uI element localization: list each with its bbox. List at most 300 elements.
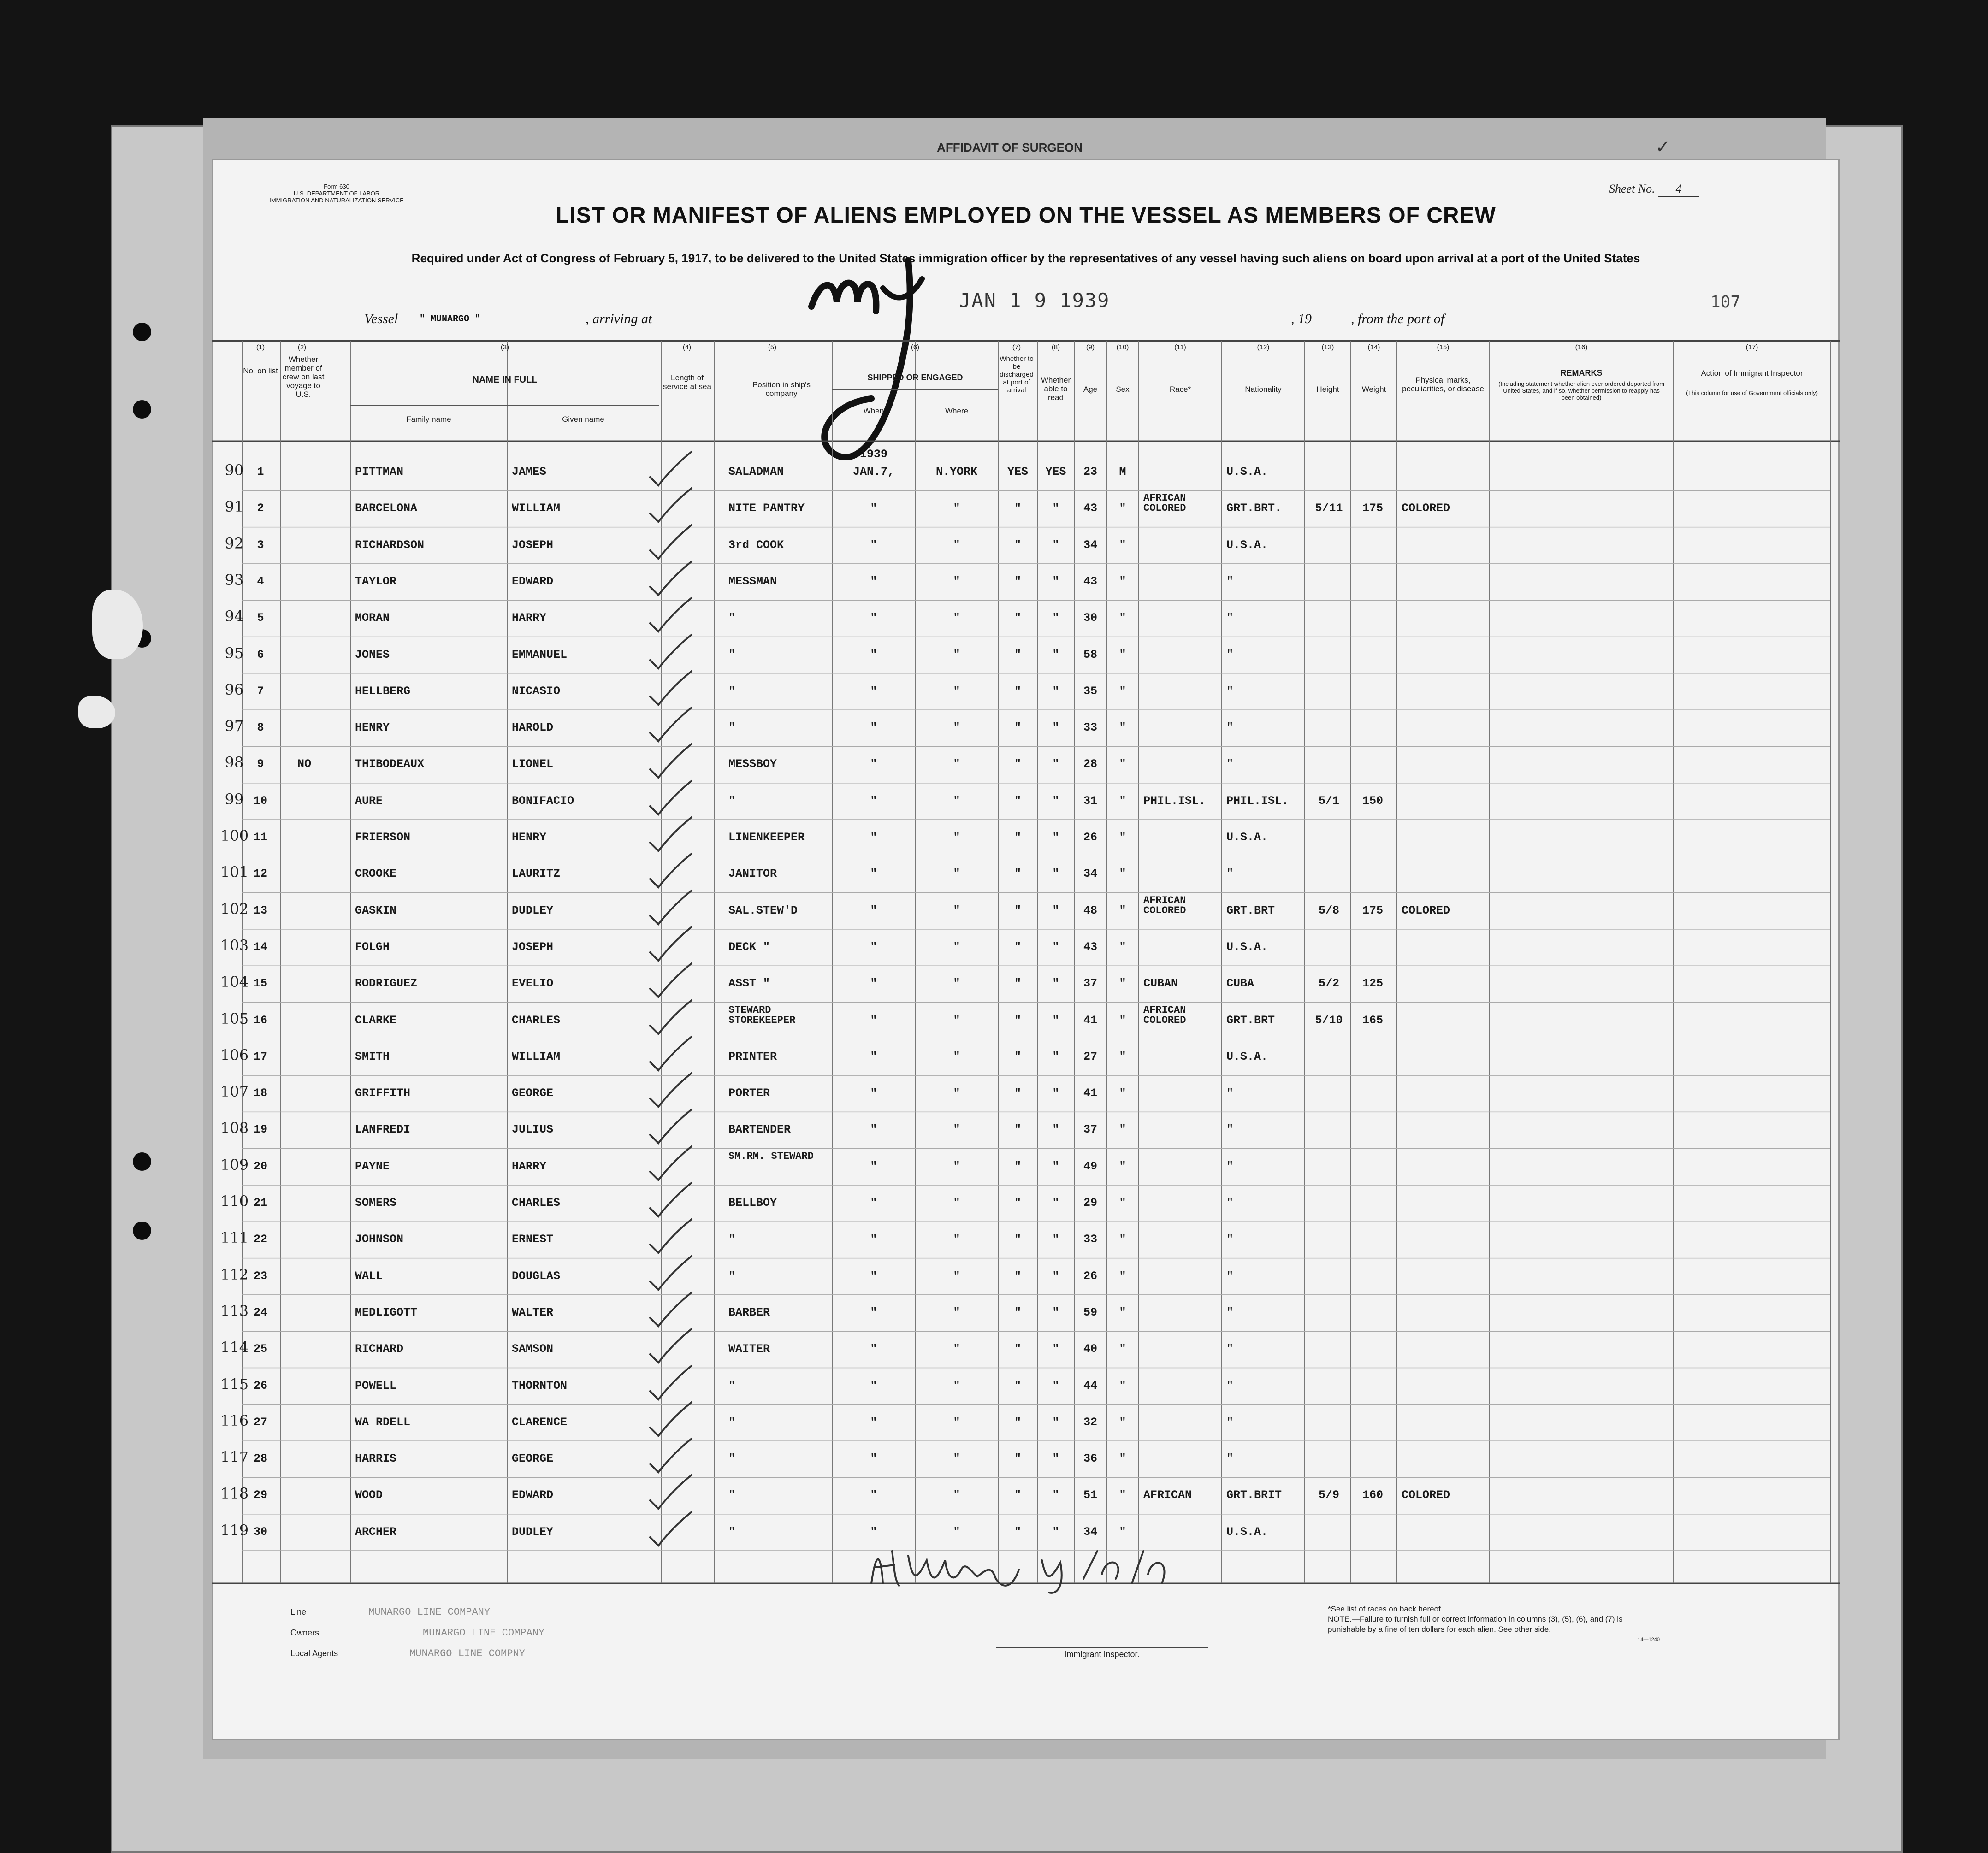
list-number: 11 xyxy=(253,831,267,844)
given-name: CHARLES xyxy=(512,1013,561,1027)
nationality: " xyxy=(1226,684,1234,698)
line-number: 93 xyxy=(225,571,244,589)
discharged: " xyxy=(1014,1196,1021,1210)
binder-hole xyxy=(133,1222,151,1240)
shipped-when: " xyxy=(870,977,877,991)
affidavit-heading: AFFIDAVIT OF SURGEON xyxy=(937,141,1083,154)
given-name: HARRY xyxy=(512,611,547,625)
age: 34 xyxy=(1083,1525,1097,1539)
col-12-number: (12) xyxy=(1257,343,1270,351)
shipped-when: " xyxy=(870,1342,877,1356)
able-to-read: " xyxy=(1052,1013,1059,1027)
line-number: 119 xyxy=(220,1521,249,1539)
shipped-where: " xyxy=(953,831,960,844)
shipped-when: " xyxy=(870,1452,877,1466)
sex: " xyxy=(1119,721,1126,735)
shipped-where: " xyxy=(953,648,960,661)
col-3-header: NAME IN FULL xyxy=(472,375,538,385)
position: WAITER xyxy=(728,1342,770,1356)
family-name: WOOD xyxy=(355,1488,383,1502)
position: " xyxy=(728,684,736,698)
list-number: 6 xyxy=(257,648,264,661)
family-name: GASKIN xyxy=(355,903,397,917)
service-check-mark xyxy=(645,961,696,1003)
discharged: " xyxy=(1014,1159,1021,1173)
position: LINENKEEPER xyxy=(728,831,805,844)
nationality: U.S.A. xyxy=(1226,831,1268,844)
list-number: 23 xyxy=(253,1269,267,1283)
shipped-where: " xyxy=(953,684,960,698)
sex: " xyxy=(1119,1488,1126,1502)
position: DECK " xyxy=(728,940,770,954)
height: 5/1 xyxy=(1318,794,1339,808)
col-16-number: (16) xyxy=(1575,343,1588,351)
list-number: 19 xyxy=(253,1123,267,1137)
nationality: " xyxy=(1226,1415,1234,1429)
discharged: " xyxy=(1014,1233,1021,1246)
age: 23 xyxy=(1083,465,1097,478)
able-to-read: " xyxy=(1052,1415,1059,1429)
able-to-read: " xyxy=(1052,831,1059,844)
col-9-header: Age xyxy=(1083,385,1098,394)
sex: " xyxy=(1119,1233,1126,1246)
line-number: 106 xyxy=(220,1046,249,1064)
shipped-when: " xyxy=(870,1488,877,1502)
position: " xyxy=(728,794,736,808)
vessel-name: " MUNARGO " xyxy=(420,314,481,325)
list-number: 24 xyxy=(253,1305,267,1319)
position: SALADMAN xyxy=(728,465,784,478)
position: " xyxy=(728,611,736,625)
family-name: POWELL xyxy=(355,1379,397,1393)
age: 59 xyxy=(1083,1305,1097,1319)
list-number: 15 xyxy=(253,977,267,991)
given-name: LAURITZ xyxy=(512,867,561,881)
list-number: 18 xyxy=(253,1086,267,1100)
service-check-mark xyxy=(645,486,696,527)
given-name: HARRY xyxy=(512,1159,547,1173)
height: 5/10 xyxy=(1315,1013,1343,1027)
sex: " xyxy=(1119,574,1126,588)
given-name: SAMSON xyxy=(512,1342,554,1356)
discharged: " xyxy=(1014,1342,1021,1356)
shipped-where: " xyxy=(953,794,960,808)
shipped-where: " xyxy=(953,1452,960,1466)
service-check-mark xyxy=(645,1510,696,1551)
col-5-header: Position in ship's company xyxy=(752,380,811,398)
nationality: " xyxy=(1226,1342,1234,1356)
col-14-number: (14) xyxy=(1367,343,1380,351)
arrival-date-stamp: JAN 1 9 1939 xyxy=(959,289,1110,312)
service-check-mark xyxy=(645,815,696,856)
list-number: 29 xyxy=(253,1488,267,1502)
age: 37 xyxy=(1083,977,1097,991)
given-name: WALTER xyxy=(512,1305,554,1319)
nationality: " xyxy=(1226,1123,1234,1137)
given-name: CHARLES xyxy=(512,1196,561,1210)
nationality: " xyxy=(1226,1086,1234,1100)
table-row xyxy=(212,1112,1840,1148)
list-number: 9 xyxy=(257,757,264,771)
table-row xyxy=(212,1368,1840,1405)
family-name: PAYNE xyxy=(355,1159,390,1173)
service-check-mark xyxy=(645,851,696,893)
position: " xyxy=(728,721,736,735)
discharged: " xyxy=(1014,867,1021,881)
nationality: " xyxy=(1226,1159,1234,1173)
service-check-mark xyxy=(645,1071,696,1112)
nationality: U.S.A. xyxy=(1226,940,1268,954)
position: NITE PANTRY xyxy=(728,502,805,515)
shipped-when: " xyxy=(870,1525,877,1539)
age: 48 xyxy=(1083,903,1097,917)
table-row xyxy=(212,1222,1840,1258)
service-check-mark xyxy=(645,1327,696,1368)
nationality: " xyxy=(1226,721,1234,735)
penalty-note: NOTE.—Failure to furnish full or correct information in columns (3), (5), (6), and (7) is punishable by a fine of ten dollars for each alien. See other side. xyxy=(1328,1615,1623,1634)
service-check-mark xyxy=(645,998,696,1039)
col-1-number: (1) xyxy=(256,343,265,351)
shipped-when: " xyxy=(870,1269,877,1283)
service-check-mark xyxy=(645,1363,696,1405)
sex: " xyxy=(1119,940,1126,954)
given-name: EVELIO xyxy=(512,977,554,991)
shipped-where: " xyxy=(953,1123,960,1137)
height: 5/11 xyxy=(1315,502,1343,515)
line-number: 94 xyxy=(225,608,244,626)
age: 29 xyxy=(1083,1196,1097,1210)
vessel-label: Vessel xyxy=(364,311,398,326)
form-identifier: Form 630 U.S. DEPARTMENT OF LABOR IMMIGRATION AND NATURALIZATION SERVICE xyxy=(269,183,404,204)
family-name: HENRY xyxy=(355,721,390,735)
discharged: " xyxy=(1014,1525,1021,1539)
discharged: " xyxy=(1014,1123,1021,1137)
list-number: 16 xyxy=(253,1013,267,1027)
sex: " xyxy=(1119,1123,1126,1137)
shipped-when: " xyxy=(870,1415,877,1429)
position: " xyxy=(728,1233,736,1246)
table-row xyxy=(212,1149,1840,1185)
shipped-where: " xyxy=(953,1196,960,1210)
family-name: PITTMAN xyxy=(355,465,404,478)
sex: " xyxy=(1119,1196,1126,1210)
age: 31 xyxy=(1083,794,1097,808)
col-6-number: (6) xyxy=(911,343,920,351)
shipped-when: " xyxy=(870,574,877,588)
service-check-mark xyxy=(645,1436,696,1478)
able-to-read: " xyxy=(1052,1342,1059,1356)
col-13-header: Height xyxy=(1316,385,1339,394)
race: AFRICAN COLORED xyxy=(1143,1004,1186,1026)
given-name: CLARENCE xyxy=(512,1415,568,1429)
family-name: JONES xyxy=(355,648,390,661)
shipped-where: " xyxy=(953,757,960,771)
position: " xyxy=(728,1269,736,1283)
position: " xyxy=(728,1379,736,1393)
shipped-where: " xyxy=(953,1525,960,1539)
binder-hole xyxy=(133,323,151,341)
race: CUBAN xyxy=(1143,977,1178,991)
col-12-header: Nationality xyxy=(1245,385,1282,394)
table-row xyxy=(212,1477,1840,1514)
list-number: 26 xyxy=(253,1379,267,1393)
family-name: LANFREDI xyxy=(355,1123,411,1137)
sex: " xyxy=(1119,1415,1126,1429)
family-name: AURE xyxy=(355,794,383,808)
shipped-when: " xyxy=(870,757,877,771)
sex: " xyxy=(1119,1525,1126,1539)
service-check-mark xyxy=(645,779,696,820)
service-check-mark xyxy=(645,1400,696,1441)
col-17-number: (17) xyxy=(1745,343,1758,351)
nationality: " xyxy=(1226,1196,1234,1210)
age: 26 xyxy=(1083,1269,1097,1283)
binder-hole xyxy=(133,400,151,419)
line-number: 116 xyxy=(220,1411,249,1429)
sex: " xyxy=(1119,794,1126,808)
sex: " xyxy=(1119,1269,1126,1283)
shipped-when: " xyxy=(870,648,877,661)
paper-tear xyxy=(92,590,143,659)
nationality: PHIL.ISL. xyxy=(1226,794,1289,808)
sex: " xyxy=(1119,757,1126,771)
table-row xyxy=(212,1405,1840,1441)
table-row xyxy=(212,710,1840,746)
shipped-where: " xyxy=(953,867,960,881)
shipped-where: " xyxy=(953,1305,960,1319)
given-name: BONIFACIO xyxy=(512,794,574,808)
given-name: JOSEPH xyxy=(512,538,554,552)
list-number: 12 xyxy=(253,867,267,881)
family-name: RODRIGUEZ xyxy=(355,977,418,991)
able-to-read: " xyxy=(1052,757,1059,771)
list-number: 14 xyxy=(253,940,267,954)
family-name: MORAN xyxy=(355,611,390,625)
given-name: EMMANUEL xyxy=(512,648,568,661)
weight: 125 xyxy=(1362,977,1383,991)
discharged: " xyxy=(1014,831,1021,844)
agents-field: Local Agents MUNARGO LINE COMPNY xyxy=(290,1648,525,1659)
col-10-number: (10) xyxy=(1116,343,1129,351)
race: PHIL.ISL. xyxy=(1143,794,1206,808)
list-number: 13 xyxy=(253,903,267,917)
shipped-where: " xyxy=(953,721,960,735)
age: 30 xyxy=(1083,611,1097,625)
age: 40 xyxy=(1083,1342,1097,1356)
service-check-mark xyxy=(645,742,696,783)
from-port-label: , from the port of xyxy=(1351,311,1445,326)
col-9-number: (9) xyxy=(1086,343,1095,351)
age: 34 xyxy=(1083,867,1097,881)
nationality: " xyxy=(1226,1452,1234,1466)
shipped-when: " xyxy=(870,1233,877,1246)
age: 58 xyxy=(1083,648,1097,661)
col-17-note: (This column for use of Government officials only) xyxy=(1686,389,1818,396)
table-row xyxy=(212,527,1840,564)
line-number: 102 xyxy=(220,900,249,918)
given-name: GEORGE xyxy=(512,1086,554,1100)
discharged: " xyxy=(1014,1379,1021,1393)
agents-value: MUNARGO LINE COMPNY xyxy=(409,1648,525,1659)
family-name: WA RDELL xyxy=(355,1415,411,1429)
height: 5/2 xyxy=(1318,977,1339,991)
line-value: MUNARGO LINE COMPANY xyxy=(368,1606,491,1618)
discharged: " xyxy=(1014,903,1021,917)
family-name: MEDLIGOTT xyxy=(355,1305,418,1319)
family-name: BARCELONA xyxy=(355,502,418,515)
nationality: " xyxy=(1226,648,1234,661)
table-row xyxy=(212,856,1840,892)
discharged: " xyxy=(1014,648,1021,661)
nationality: " xyxy=(1226,867,1234,881)
list-number: 28 xyxy=(253,1452,267,1466)
position: BELLBOY xyxy=(728,1196,777,1210)
nationality: CUBA xyxy=(1226,977,1254,991)
able-to-read: " xyxy=(1052,648,1059,661)
discharged: " xyxy=(1014,502,1021,515)
service-check-mark xyxy=(645,1107,696,1149)
discharged: " xyxy=(1014,794,1021,808)
races-note: *See list of races on back hereof. xyxy=(1328,1605,1443,1613)
family-name: CLARKE xyxy=(355,1013,397,1027)
age: 27 xyxy=(1083,1050,1097,1063)
age: 43 xyxy=(1083,502,1097,515)
shipped-where: " xyxy=(953,1013,960,1027)
family-name: THIBODEAUX xyxy=(355,757,425,771)
arriving-label: , arriving at xyxy=(586,311,652,326)
list-number: 8 xyxy=(257,721,264,735)
nationality: U.S.A. xyxy=(1226,1525,1268,1539)
col-4-header: Length of service at sea xyxy=(663,373,711,391)
service-check-mark xyxy=(645,1180,696,1222)
discharged: " xyxy=(1014,1415,1021,1429)
service-check-mark xyxy=(645,1217,696,1258)
able-to-read: " xyxy=(1052,903,1059,917)
sex: " xyxy=(1119,1086,1126,1100)
given-name: ERNEST xyxy=(512,1233,554,1246)
given-name: JOSEPH xyxy=(512,940,554,954)
shipped-when: " xyxy=(870,1086,877,1100)
line-number: 96 xyxy=(225,680,244,698)
position: " xyxy=(728,1452,736,1466)
able-to-read: " xyxy=(1052,684,1059,698)
family-name: SOMERS xyxy=(355,1196,397,1210)
shipped-when: " xyxy=(870,1379,877,1393)
discharged: " xyxy=(1014,611,1021,625)
able-to-read: " xyxy=(1052,502,1059,515)
table-row xyxy=(212,966,1840,1002)
list-number: 10 xyxy=(253,794,267,808)
family-name: HELLBERG xyxy=(355,684,411,698)
able-to-read: " xyxy=(1052,867,1059,881)
line-number: 109 xyxy=(220,1156,249,1174)
age: 35 xyxy=(1083,684,1097,698)
shipped-where: " xyxy=(953,1415,960,1429)
paper-tear xyxy=(78,696,115,728)
discharged: " xyxy=(1014,1269,1021,1283)
line-number: 117 xyxy=(220,1448,249,1466)
age: 37 xyxy=(1083,1123,1097,1137)
line-number: 112 xyxy=(220,1265,249,1283)
shipped-where: " xyxy=(953,1233,960,1246)
col-15-header: Physical marks, peculiarities, or disease xyxy=(1402,376,1484,393)
service-check-mark xyxy=(645,1254,696,1295)
family-name: SMITH xyxy=(355,1050,390,1063)
family-name: JOHNSON xyxy=(355,1233,404,1246)
page-title: LIST OR MANIFEST OF ALIENS EMPLOYED ON THE VESSEL AS MEMBERS OF CREW xyxy=(556,203,1496,228)
col-7-number: (7) xyxy=(1012,343,1021,351)
table-row xyxy=(212,929,1840,966)
nationality: " xyxy=(1226,1379,1234,1393)
shipped-where: " xyxy=(953,1050,960,1063)
discharged: " xyxy=(1014,1050,1021,1063)
given-name: LIONEL xyxy=(512,757,554,771)
service-check-mark xyxy=(645,1473,696,1514)
weight: 175 xyxy=(1362,502,1383,515)
col-4-number: (4) xyxy=(682,343,692,351)
height: 5/9 xyxy=(1318,1488,1339,1502)
able-to-read: " xyxy=(1052,721,1059,735)
shipped-where: " xyxy=(953,574,960,588)
line-number: 111 xyxy=(220,1229,249,1247)
shipped-where: " xyxy=(953,1086,960,1100)
shipped-when: " xyxy=(870,794,877,808)
shipped-where: " xyxy=(953,1269,960,1283)
list-number: 3 xyxy=(257,538,264,552)
col-11-number: (11) xyxy=(1174,343,1186,351)
line-number: 97 xyxy=(225,717,244,735)
able-to-read: " xyxy=(1052,940,1059,954)
line-number: 103 xyxy=(220,936,249,954)
age: 36 xyxy=(1083,1452,1097,1466)
footer-code: 14—1240 xyxy=(1638,1637,1660,1642)
line-number: 92 xyxy=(225,534,244,552)
page-number: 107 xyxy=(1710,293,1741,312)
binder-hole xyxy=(133,1152,151,1171)
owners-value: MUNARGO LINE COMPANY xyxy=(423,1627,545,1639)
table-row xyxy=(212,637,1840,673)
nationality: " xyxy=(1226,1269,1234,1283)
given-name: GEORGE xyxy=(512,1452,554,1466)
table-row xyxy=(212,1185,1840,1222)
table-row xyxy=(212,1295,1840,1331)
sex: M xyxy=(1119,465,1126,478)
col-17-header: Action of Immigrant Inspector xyxy=(1701,369,1803,378)
shipped-when: " xyxy=(870,1305,877,1319)
able-to-read: " xyxy=(1052,1525,1059,1539)
nationality: GRT.BRT xyxy=(1226,903,1275,917)
family-name: RICHARD xyxy=(355,1342,404,1356)
able-to-read: " xyxy=(1052,1050,1059,1063)
line-number: 115 xyxy=(220,1375,249,1393)
discharged: " xyxy=(1014,1013,1021,1027)
list-number: 2 xyxy=(257,502,264,515)
line-number: 108 xyxy=(220,1119,249,1137)
shipped-where: " xyxy=(953,1488,960,1502)
family-name: CROOKE xyxy=(355,867,397,881)
race: AFRICAN xyxy=(1143,1488,1192,1502)
sex: " xyxy=(1119,1379,1126,1393)
shipped-where: " xyxy=(953,1159,960,1173)
position: SM.RM. STEWARD xyxy=(728,1150,814,1162)
position: MESSBOY xyxy=(728,757,777,771)
vessel-line xyxy=(364,311,1747,334)
sex: " xyxy=(1119,1342,1126,1356)
shipped-when: " xyxy=(870,831,877,844)
given-name: DUDLEY xyxy=(512,903,554,917)
shipped-when: " xyxy=(870,538,877,552)
position: BARTENDER xyxy=(728,1123,791,1137)
